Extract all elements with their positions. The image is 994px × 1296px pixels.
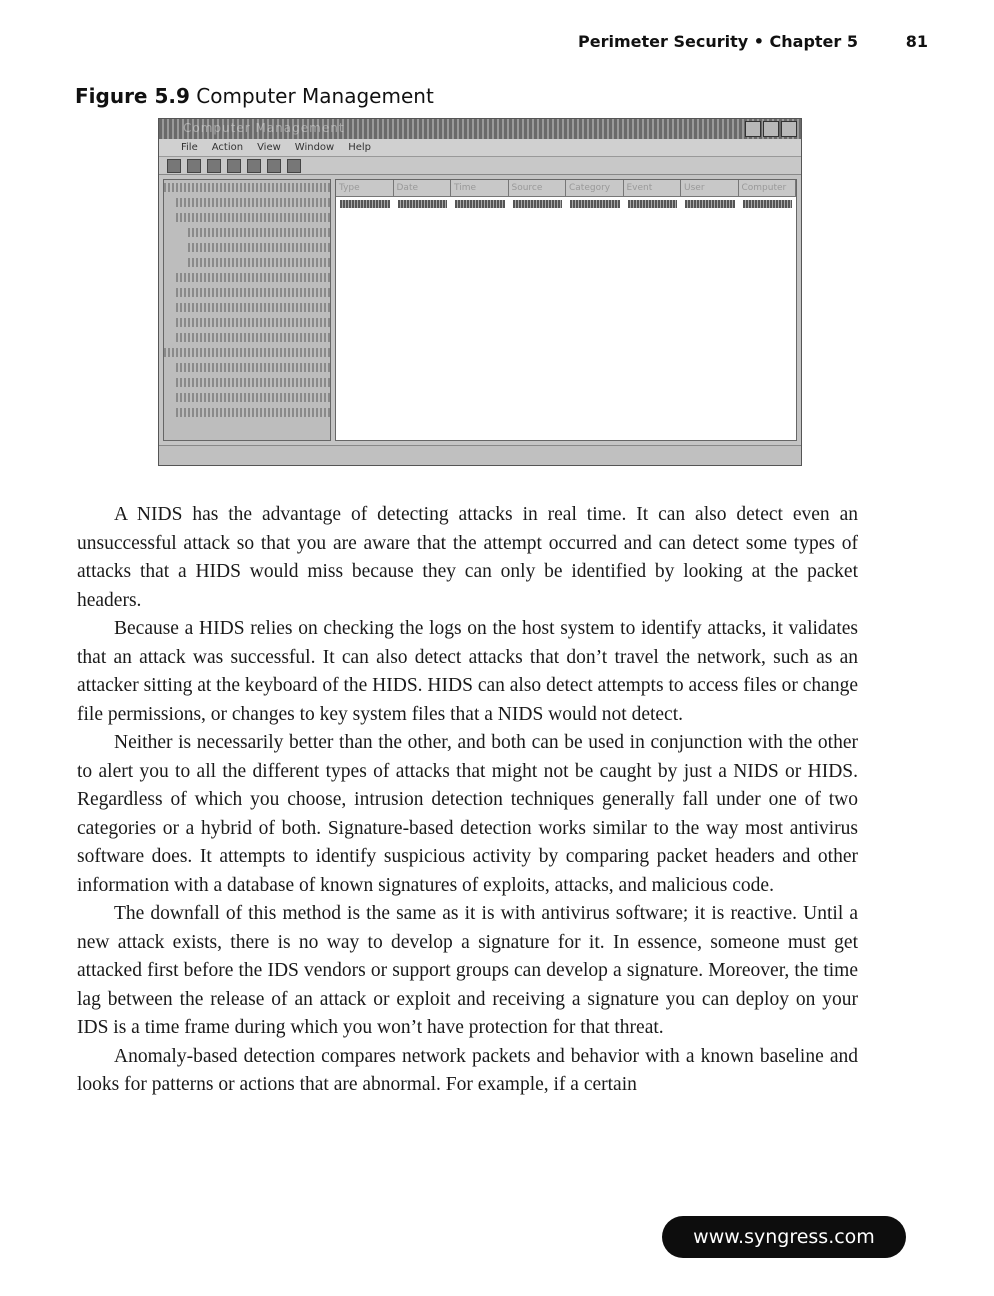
figure-caption-text: Computer Management xyxy=(196,84,434,108)
column-type: Type xyxy=(336,180,394,196)
figure-label: Figure 5.9 xyxy=(75,84,190,108)
publisher-url-badge: www.syngress.com xyxy=(662,1216,906,1258)
paragraph: The downfall of this method is the same as it is with antivirus software; it is reactive. Until a new attack exists, there is no way to develop a signature for it. In essence, someone must get attacked first before the IDS vendors or support groups can develop a signature. Moreover, the time lag between the release of an attack or exploit and receiving a signature you can deploy on your IDS is a time frame during which you won’t have protection for that threat. xyxy=(77,903,858,1038)
window-toolbar xyxy=(159,157,801,175)
window-statusbar xyxy=(159,445,801,466)
menu-view: View xyxy=(257,142,281,153)
menu-window: Window xyxy=(294,142,335,153)
column-source: Source xyxy=(509,180,567,196)
console-tree xyxy=(163,179,331,441)
back-icon xyxy=(167,159,181,173)
window-title: Computer Management xyxy=(183,121,345,135)
maximize-icon xyxy=(763,121,779,137)
column-category: Category xyxy=(566,180,624,196)
menu-file: File xyxy=(181,142,198,153)
figure-screenshot xyxy=(158,118,802,466)
event-list-columns xyxy=(336,180,796,197)
minimize-icon xyxy=(745,121,761,137)
export-icon xyxy=(267,159,281,173)
paragraph: A NIDS has the advantage of detecting attacks in real time. It can also detect even an unsuccessful attack so that you are aware that the attempt occurred and can detect some types of attacks that a HIDS would miss because they can only be identified by looking at the packet headers. xyxy=(77,504,858,611)
forward-icon xyxy=(187,159,201,173)
window-controls xyxy=(745,121,797,137)
column-computer: Computer xyxy=(739,180,797,196)
paragraph: Because a HIDS relies on checking the logs on the host system to identify attacks, it validates that an attack was successful. It can also detect attacks that don’t travel the network, such as an attacker sitting at the keyboard of the HIDS. HIDS can also detect attempts to access files or change file permissions, or changes to key system files that a NIDS would not detect. xyxy=(77,618,858,725)
column-date: Date xyxy=(394,180,452,196)
refresh-icon xyxy=(247,159,261,173)
column-time: Time xyxy=(451,180,509,196)
menu-help: Help xyxy=(348,142,372,153)
column-event: Event xyxy=(624,180,682,196)
tree-icon xyxy=(227,159,241,173)
help-icon xyxy=(287,159,301,173)
running-head xyxy=(0,30,994,54)
body-text xyxy=(77,501,858,1100)
menu-action: Action xyxy=(211,142,244,153)
window-titlebar xyxy=(159,119,801,139)
page-number: 81 xyxy=(905,32,928,51)
paragraph: Neither is necessarily better than the other, and both can be used in conjunction with the other to alert you to all the different types of attacks that might not be caught by just a NIDS or HIDS. Regardless of which you choose, intrusion detection techniques generally fall under one of two categories or a hybrid of both. Signature-based detection works similar to the way most antivirus software does. It attempts to identify suspicious activity by comparing packet headers and other information with a database of known signatures of exploits, attacks, and malicious code. xyxy=(77,732,858,896)
event-row xyxy=(336,197,796,211)
running-title: Perimeter Security • Chapter 5 xyxy=(578,32,858,51)
paragraph: Anomaly-based detection compares network packets and behavior with a known baseline and looks for patterns or actions that are abnormal. For example, if a certain xyxy=(77,1045,858,1095)
event-list-pane xyxy=(335,179,797,441)
up-icon xyxy=(207,159,221,173)
close-icon xyxy=(781,121,797,137)
figure-caption xyxy=(75,84,434,108)
column-user: User xyxy=(681,180,739,196)
window-menubar xyxy=(159,139,801,157)
